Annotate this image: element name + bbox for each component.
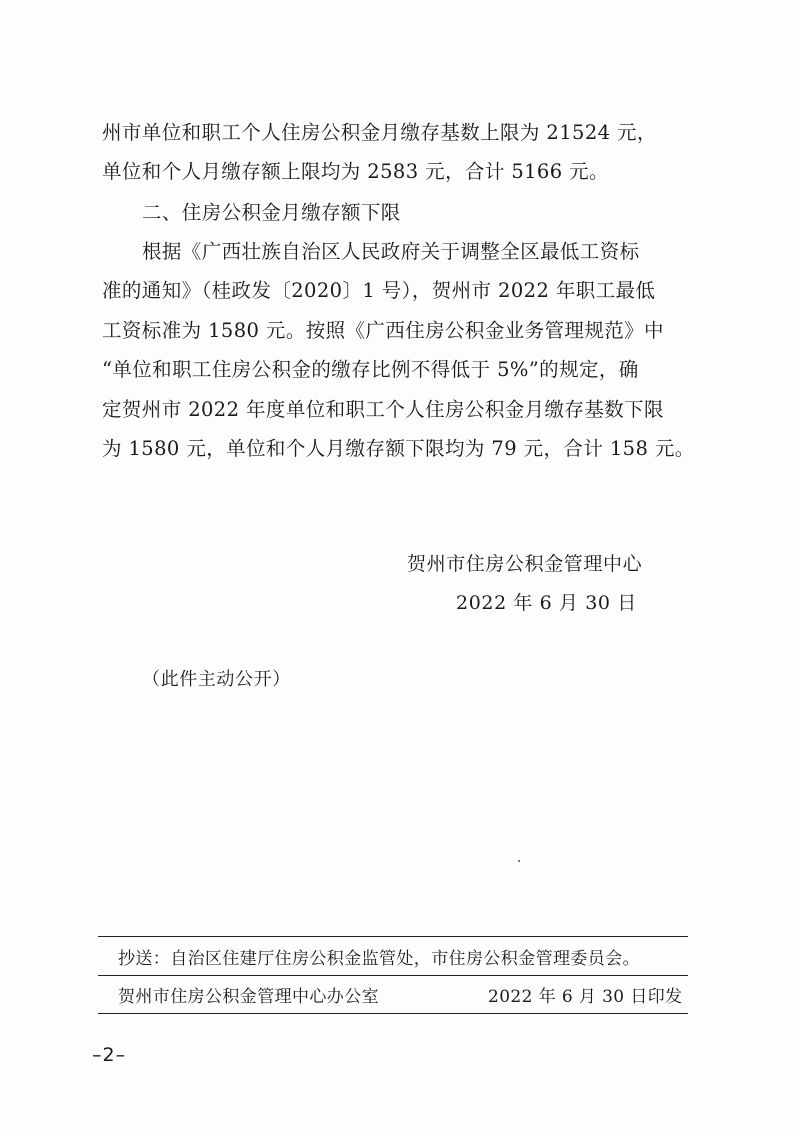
body-line-4: 根据《广西壮族自治区人民政府关于调整全区最低工资标 — [142, 240, 640, 263]
body-line-1: 州市单位和职工个人住房公积金月缴存基数上限为 21524 元， — [102, 121, 657, 144]
issuer: 贺州市住房公积金管理中心办公室 — [118, 987, 379, 1007]
body-line-2: 单位和个人月缴存额上限均为 2583 元，合计 5166 元。 — [102, 160, 609, 183]
section-heading: 二、住房公积金月缴存额下限 — [142, 201, 401, 224]
body-line-7: “单位和职工住房公积金的缴存比例不得低于 5%”的规定，确 — [102, 358, 639, 381]
footer-middle-rule — [98, 975, 688, 976]
footer-bottom-rule — [98, 1013, 688, 1014]
footer-top-rule — [98, 936, 688, 937]
page-number: –2– — [92, 1044, 127, 1066]
cc-line: 抄送：自治区住建厅住房公积金监管处，市住房公积金管理委员会。 — [118, 949, 640, 969]
body-line-9: 为 1580 元，单位和个人月缴存额下限均为 79 元，合计 158 元。 — [102, 437, 695, 460]
body-line-6: 工资标准为 1580 元。按照《广西住房公积金业务管理规范》中 — [102, 319, 664, 342]
scan-speck — [518, 860, 520, 862]
signature-date: 2022 年 6 月 30 日 — [456, 592, 637, 614]
body-line-8: 定贺州市 2022 年度单位和职工个人住房公积金月缴存基数下限 — [102, 398, 664, 421]
disclosure-note: （此件主动公开） — [142, 669, 291, 690]
body-line-5: 准的通知》（桂政发〔2020〕1 号），贺州市 2022 年职工最低 — [102, 279, 656, 302]
signature-org: 贺州市住房公积金管理中心 — [407, 553, 643, 575]
print-date: 2022 年 6 月 30 日印发 — [488, 987, 683, 1007]
